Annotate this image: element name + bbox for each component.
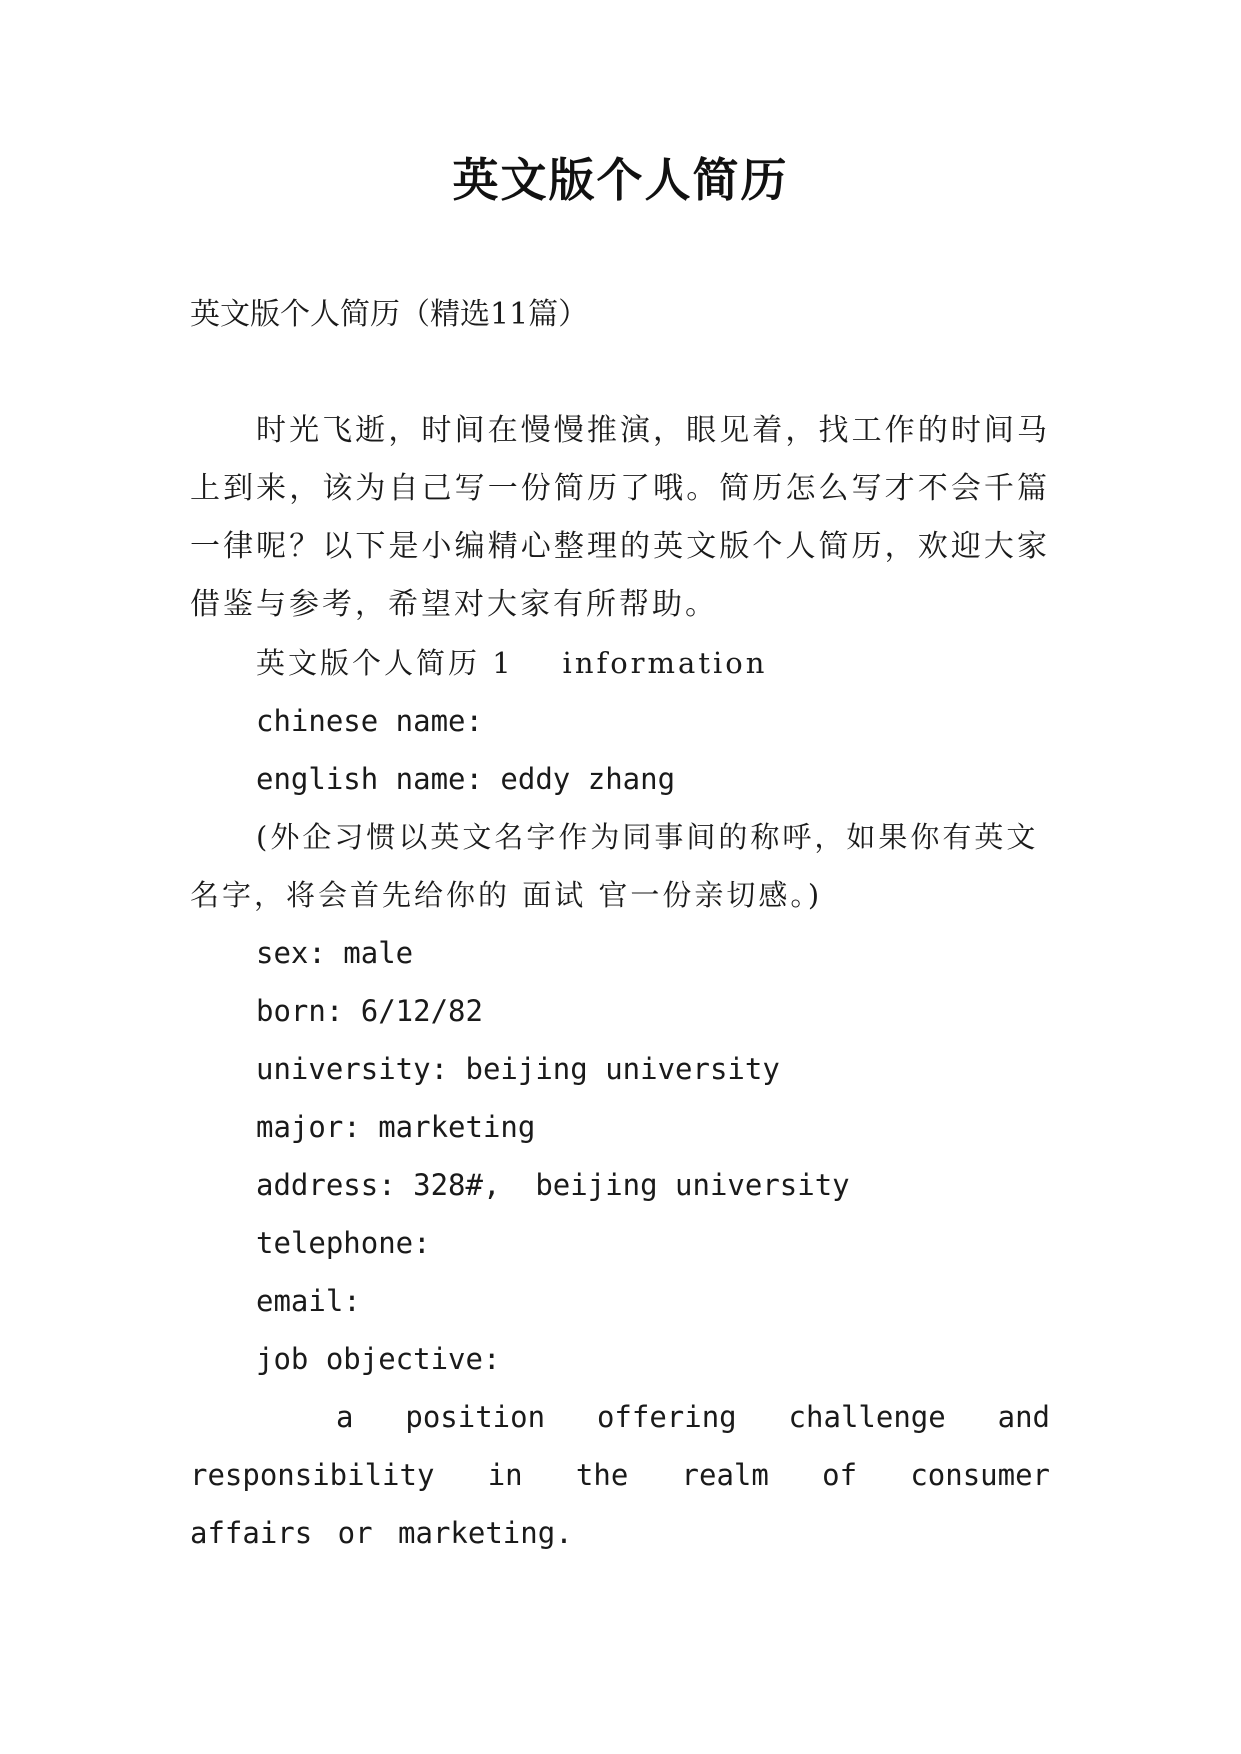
university-field: university: beijing university [256, 1052, 780, 1086]
document-subtitle: 英文版个人简历（精选11篇） [190, 297, 589, 332]
document-title: 英文版个人简历 [452, 153, 789, 207]
major-field: major: marketing [256, 1110, 536, 1144]
telephone-field: telephone: [256, 1226, 431, 1260]
chinese-name-field: chinese name: [256, 704, 483, 738]
english-name-note: (外企习惯以英文名字作为同事间的称呼，如果你有英文名字，将会首先给你的 面试 官一份亲切感。) [190, 820, 1039, 912]
address-field: address: 328#, beijing university [256, 1168, 850, 1202]
resume-fields [190, 634, 1050, 1562]
english-name-field: english name: eddy zhang [256, 762, 676, 796]
sex-field: sex: male [256, 936, 414, 970]
section-heading: 英文版个人简历 1 information [256, 646, 768, 680]
job-objective-rest: responsibility in the realm of consumer affairs or marketing. [190, 1458, 1050, 1550]
job-objective-first-line: a position offering challenge and [336, 1400, 1050, 1434]
born-field: born: 6/12/82 [256, 994, 483, 1028]
job-objective-label: job objective: [256, 1342, 501, 1376]
intro-paragraph: 时光飞逝，时间在慢慢推演，眼见着，找工作的时间马上到来，该为自己写一份简历了哦。简历怎么写才不会千篇一律呢？以下是小编精心整理的英文版个人简历，欢迎大家借鉴与参考，希望对大家有所帮助。 [190, 413, 1050, 622]
email-field: email: [256, 1284, 361, 1318]
job-objective-text [190, 1388, 1050, 1562]
